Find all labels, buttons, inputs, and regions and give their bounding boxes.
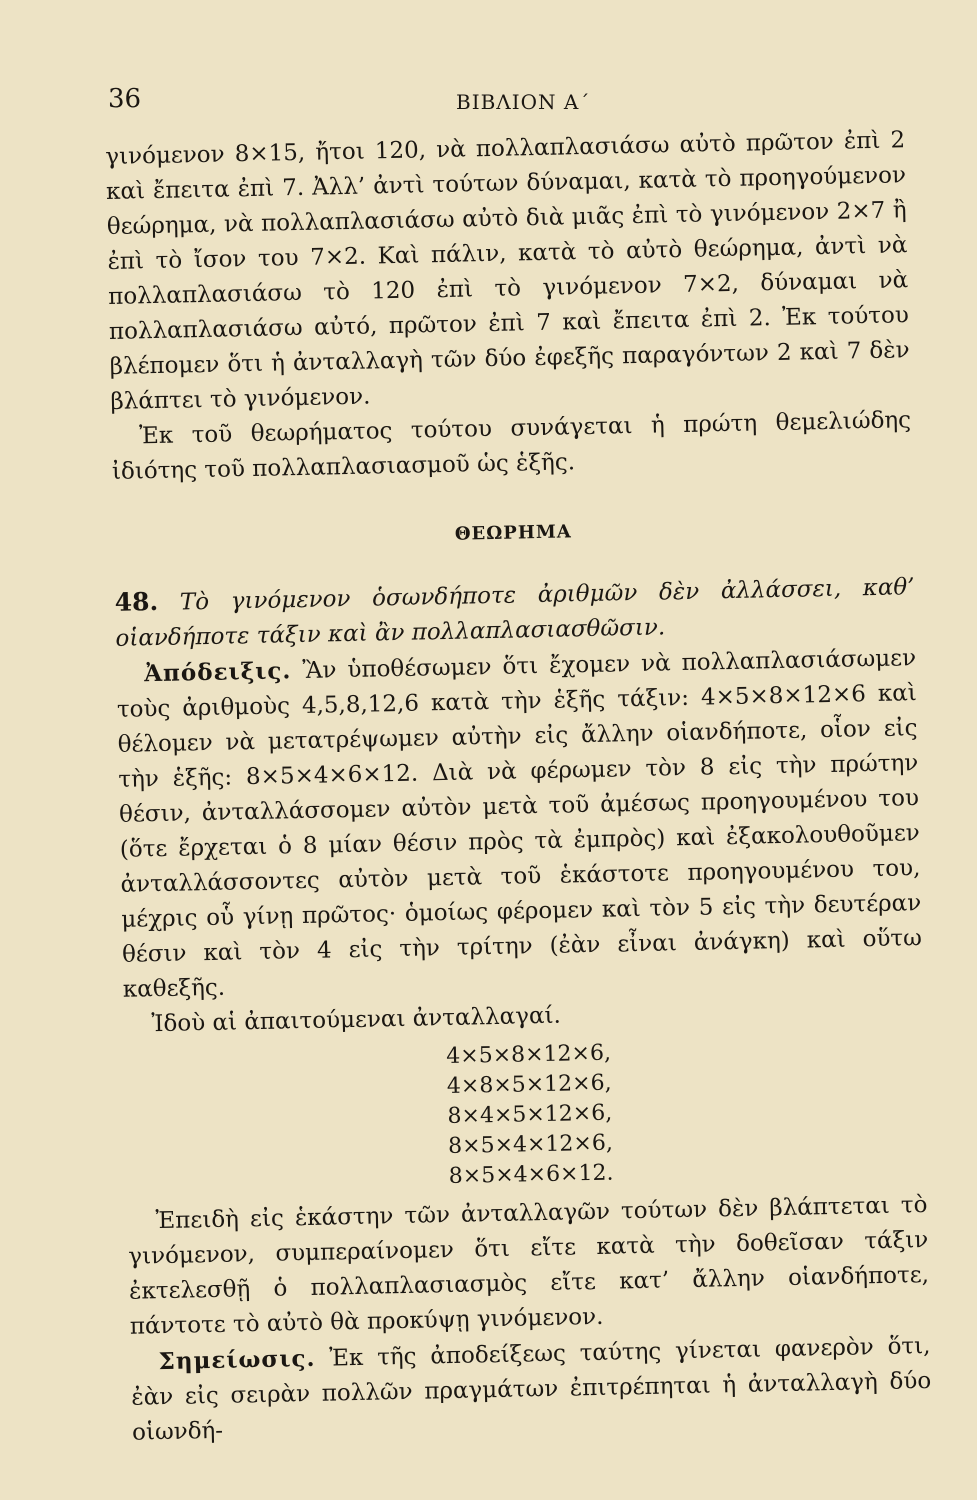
formula-line: 8×5×4×12×6,: [447, 1130, 614, 1160]
formula-line: 8×4×5×12×6,: [447, 1100, 613, 1130]
remark-label: Σημείωσις.: [158, 1344, 316, 1376]
running-title: ΒΙΒΛΙΟΝ Α΄: [456, 90, 591, 114]
formula-list: [446, 1032, 927, 1192]
paragraph-continuation: γινόμενον 8×15, ἤτοι 120, νὰ πολλαπλασιάσω αὐτὸ πρῶτον ἐπὶ 2 καὶ ἔπειτα ἐπὶ 7. Ἀλλ’ ἀντὶ τούτων δύναμαι, κατὰ τὸ προηγούμενον θεώρημα, νὰ πολλαπλασιάσω αὐτὸ διὰ μιᾶς ἐπὶ τὸ γινόμενον 2×7 ἢ ἐπὶ τὸ ἴσον του 7×2. Καὶ πάλιν, κατὰ τὸ αὐτὸ θεώρημα, ἀντὶ νὰ πολλαπλασιάσω τὸ 120 ἐπὶ τὸ γινόμενον 7×2, δύναμαι νὰ πολλαπλασιάσω αὐτό, πρῶτον ἐπὶ 7 καὶ ἔπειτα ἐπὶ 2. Ἐκ τούτου βλέπομεν ὅτι ἡ ἀνταλλαγὴ τῶν δύο ἐφεξῆς παραγόντων 2 καὶ 7 δὲν βλάπτει τὸ γινόμενον.: [105, 127, 910, 415]
page-header: [108, 84, 908, 124]
paragraph-property: Ἐκ τοῦ θεωρήματος τούτου συνάγεται ἡ πρώτη θεμελιώδης ἰδιότης τοῦ πολλαπλασιασμοῦ ὡς ἑξῆς.: [111, 407, 912, 485]
page-body: [105, 123, 932, 1450]
proof-text: Ἂν ὑποθέσωμεν ὅτι ἔχομεν νὰ πολλαπλασιάσωμεν τοὺς ἀριθμοὺς 4,5,8,12,6 κατὰ τὴν ἑξῆς τάξιν: 4×5×8×12×6 καὶ θέλομεν νὰ μετατρέψωμεν αὐτὴν εἰς ἄλλην οἱανδήποτε, οἷον εἰς τὴν ἑξῆς: 8×5×4×6×12. Διὰ νὰ φέρωμεν τὸν 8 εἰς τὴν πρώτην θέσιν, ἀνταλλάσσομεν αὐτὸν μετὰ τοῦ ἀμέσως προηγουμένου του (ὅτε ἔρχεται ὁ 8 μίαν θέσιν πρὸς τὰ ἐμπρὸς) καὶ ἐξακολουθοῦμεν ἀνταλλάσσοντες αὐτὸν μετὰ τοῦ ἑκάστοτε προηγουμένου του, μέχρις οὗ γίνῃ πρῶτος· ὁμοίως φέρομεν καὶ τὸν 5 εἰς τὴν δευτέραν θέσιν καὶ τὸν 4 εἰς τὴν τρίτην (ἐὰν εἶναι ἀνάγκη) καὶ οὕτω καθεξῆς.: [116, 645, 923, 1003]
formula-line: 4×8×5×12×6,: [446, 1070, 612, 1100]
formula-line: 8×5×4×6×12.: [448, 1160, 614, 1190]
theorem-number: 48.: [114, 586, 159, 617]
remark-paragraph: [130, 1328, 932, 1451]
proof-label: Ἀπόδειξις.: [143, 657, 292, 688]
theorem-text: Τὸ γινόμενον ὁσωνδήποτε ἀριθμῶν δὲν ἀλλάσσει, καθ’ οἱανδήποτε τάξιν καὶ ἂν πολλαπλασιασθῶσιν.: [115, 574, 915, 652]
proof-paragraph: [116, 640, 923, 1008]
page-number: 36: [108, 84, 142, 114]
section-heading: ΘΕΩΡΗΜΑ: [454, 521, 572, 545]
proof-intro: Ἰδοὺ αἱ ἀπαιτούμεναι ἀνταλλαγαί.: [151, 1002, 562, 1038]
formula-line: 4×5×8×12×6,: [446, 1040, 612, 1070]
proof-conclusion: Ἐπειδὴ εἰς ἑκάστην τῶν ἀνταλλαγῶν τούτων δὲν βλάπτεται τὸ γινόμενον, συμπεραίνομεν ὅτι εἴτε κατὰ τὴν δοθεῖσαν τάξιν ἐκτελεσθῇ ὁ πολλαπλασιασμὸς εἴτε κατ’ ἄλλην οἱανδήποτε, πάντοτε τὸ αὐτὸ θὰ προκύψῃ γινόμενον.: [128, 1192, 930, 1340]
remark-text: Ἐκ τῆς ἀποδείξεως ταύτης γίνεται φανερὸν ὅτι, ἐὰν εἰς σειρὰν πολλῶν πραγμάτων ἐπιτρέπηται ἡ ἀνταλλαγὴ δύο οἱωνδή-: [131, 1332, 932, 1446]
